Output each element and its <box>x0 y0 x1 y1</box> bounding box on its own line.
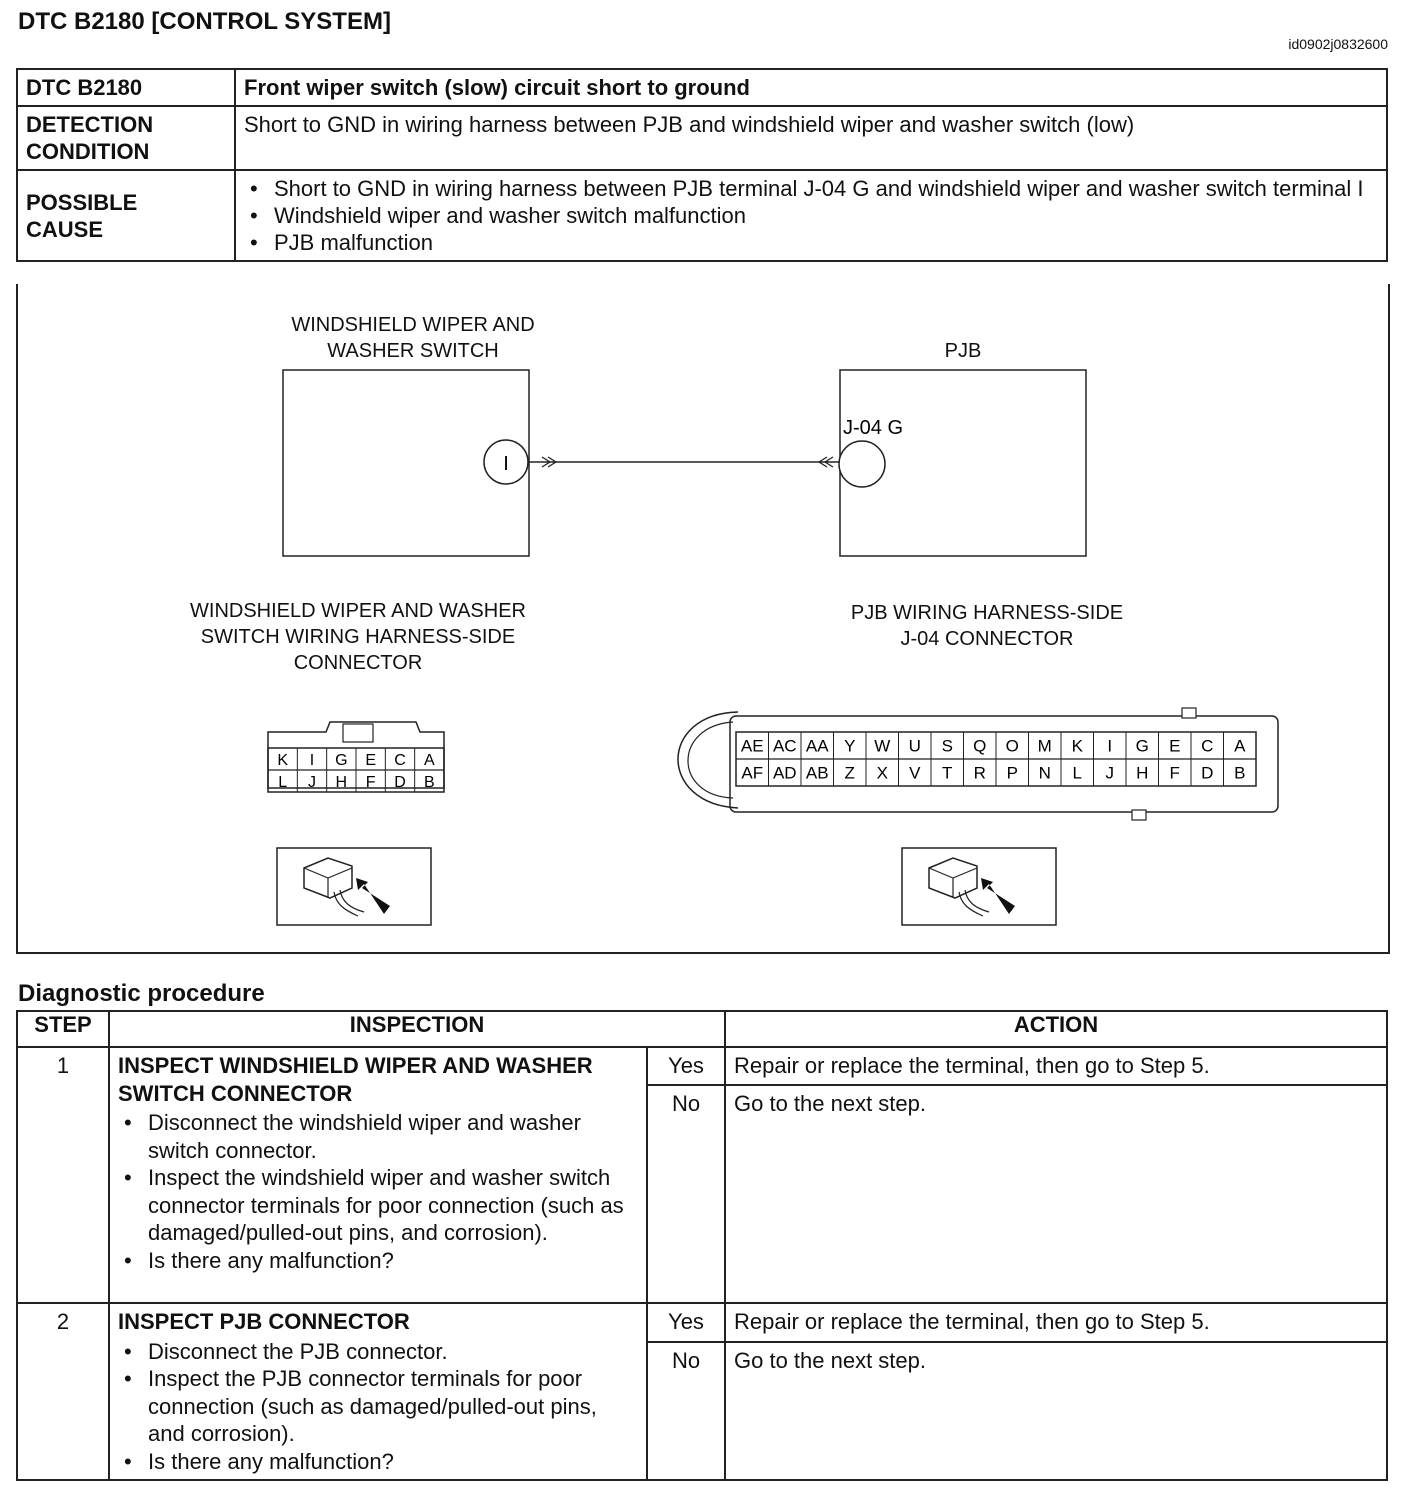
pjb-pin-label: AD <box>772 763 797 783</box>
switch-pin-label: F <box>365 773 376 791</box>
pjb-label: PJB <box>944 340 982 362</box>
pjb-pin-label: J <box>1105 763 1114 783</box>
switch-label-line: WASHER SWITCH <box>327 340 499 362</box>
pjb-pin-label: O <box>1005 736 1019 756</box>
yes-action: Repair or replace the terminal, then go to Step 5. <box>725 1047 1387 1085</box>
cause-item: • Windshield wiper and washer switch malfunction <box>274 202 1378 229</box>
pjb-pin-label: M <box>1037 736 1052 756</box>
step-bullet: • Inspect the windshield wiper and washer switch connector terminals for poor connection (such as damaged/pulled-out pins, and corrosion). <box>148 1164 638 1247</box>
dtc-label: DTC B2180 <box>17 69 235 106</box>
switch-label <box>218 312 608 364</box>
switch-pin-label: J <box>308 773 316 791</box>
dtc-info-table <box>16 68 1388 262</box>
cause-list-cell <box>235 170 1387 261</box>
step-number: 2 <box>17 1303 109 1480</box>
pjb-pin-label: E <box>1169 736 1181 756</box>
no-label: No <box>647 1085 725 1303</box>
pjb-pin-label: K <box>1071 736 1083 756</box>
switch-pin-label: H <box>335 773 348 791</box>
pjb-pin-label: AB <box>805 763 829 783</box>
pjb-pin-label: F <box>1169 763 1180 783</box>
switch-pin-label: B <box>423 773 435 791</box>
pjb-connector-label-line: PJB WIRING HARNESS-SIDE <box>850 602 1124 624</box>
switch-connector-face <box>268 722 444 792</box>
pjb-pin-label: L <box>1072 763 1082 783</box>
pjb-pin-label: H <box>1136 763 1149 783</box>
switch-pin-label: L <box>278 773 288 791</box>
cause-row <box>17 170 1387 261</box>
pjb-pin-label: X <box>876 763 888 783</box>
switch-label-line: WINDSHIELD WIPER AND <box>291 314 535 336</box>
detection-label-line: DETECTION <box>26 112 154 137</box>
switch-pin-label: A <box>423 751 435 769</box>
pjb-terminal-circle <box>839 441 885 487</box>
step-title: INSPECT WINDSHIELD WIPER AND WASHER SWITCH CONNECTOR <box>118 1053 593 1106</box>
pjb-pin-label: AF <box>741 763 764 783</box>
cause-list <box>244 175 1378 256</box>
no-action: Go to the next step. <box>725 1342 1387 1480</box>
procedure-header-row <box>17 1011 1387 1047</box>
no-action: Go to the next step. <box>725 1085 1387 1303</box>
cause-label-line: POSSIBLE <box>26 189 138 215</box>
dtc-value: Front wiper switch (slow) circuit short to ground <box>235 69 1387 106</box>
step-inspection <box>109 1303 647 1480</box>
pjb-pin-label: R <box>973 763 986 783</box>
cause-label-line: CAUSE <box>26 216 104 242</box>
yes-action: Repair or replace the terminal, then go to Step 5. <box>725 1303 1387 1342</box>
switch-pin-label: G <box>335 751 348 769</box>
switch-pin-label: C <box>394 751 406 769</box>
pjb-pin-label: I <box>1107 736 1113 756</box>
switch-connector-label-line: WINDSHIELD WIPER AND WASHER <box>190 600 526 622</box>
col-step: STEP <box>17 1011 109 1047</box>
procedure-step-row <box>17 1303 1387 1342</box>
switch-connector-label-line: CONNECTOR <box>293 652 423 674</box>
pjb-pin-label: D <box>1201 763 1214 783</box>
pjb-terminal-label: J-04 G <box>843 417 904 439</box>
pjb-connector-label-line: J-04 CONNECTOR <box>900 628 1074 650</box>
switch-connector-label <box>158 598 558 676</box>
document-id: id0902j0832600 <box>1288 36 1388 52</box>
pjb-pin-label: U <box>908 736 921 756</box>
pjb-pin-label: G <box>1135 736 1149 756</box>
pjb-pin-label: C <box>1201 736 1214 756</box>
pjb-pin-label: S <box>941 736 953 756</box>
detection-label-line: CONDITION <box>26 139 150 164</box>
pjb-pin-label: AC <box>772 736 797 756</box>
step-title: INSPECT PJB CONNECTOR <box>118 1309 410 1334</box>
pjb-pin-label: AA <box>805 736 829 756</box>
pjb-pin-label: P <box>1006 763 1018 783</box>
page-title: DTC B2180 [CONTROL SYSTEM] <box>18 8 391 35</box>
wiring-diagram <box>16 284 1390 954</box>
switch-pin-label: I <box>309 751 315 769</box>
cause-item: • Short to GND in wiring harness between PJB terminal J-04 G and windshield wiper and washer switch terminal I <box>274 175 1378 202</box>
pjb-pin-label: Y <box>844 736 856 756</box>
pjb-pin-label: W <box>874 736 891 756</box>
step-number: 1 <box>17 1047 109 1303</box>
dtc-row <box>17 69 1387 106</box>
pjb-connector-label <box>788 600 1186 652</box>
yes-label: Yes <box>647 1303 725 1342</box>
step-bullet: • Is there any malfunction? <box>148 1247 638 1275</box>
step-inspection <box>109 1047 647 1303</box>
step-bullet: • Is there any malfunction? <box>148 1448 638 1476</box>
probe-icon <box>277 848 431 925</box>
detection-label <box>17 106 235 170</box>
detection-value: Short to GND in wiring harness between PJB and windshield wiper and washer switch (low) <box>235 106 1387 170</box>
pjb-pin-label: B <box>1234 763 1246 783</box>
pjb-pin-label: A <box>1234 736 1246 756</box>
pjb-pin-label: AE <box>740 736 764 756</box>
cause-label <box>17 170 235 261</box>
detection-row <box>17 106 1387 170</box>
pjb-pin-label: N <box>1038 763 1051 783</box>
step-bullet: • Inspect the PJB connector terminals for poor connection (such as damaged/pulled-out pins, and corrosion). <box>148 1365 638 1448</box>
switch-pin-label: D <box>394 773 406 791</box>
probe-icon <box>902 848 1056 925</box>
procedure-table <box>16 1010 1388 1481</box>
switch-pin-label: E <box>365 751 377 769</box>
procedure-step-row <box>17 1047 1387 1085</box>
step-bullets <box>118 1338 638 1476</box>
pjb-pin-label: Z <box>844 763 855 783</box>
pjb-connector-face <box>678 708 1278 820</box>
col-action: ACTION <box>725 1011 1387 1047</box>
switch-connector-label-line: SWITCH WIRING HARNESS-SIDE <box>200 626 516 648</box>
no-label: No <box>647 1342 725 1480</box>
procedure-heading: Diagnostic procedure <box>18 980 265 1007</box>
col-inspection: INSPECTION <box>109 1011 725 1047</box>
pjb-pin-label: Q <box>973 736 987 756</box>
step-bullet: • Disconnect the PJB connector. <box>148 1338 638 1366</box>
cause-item: • PJB malfunction <box>274 229 1378 256</box>
yes-label: Yes <box>647 1047 725 1085</box>
switch-pin-label: K <box>277 751 289 769</box>
pjb-pin-label: V <box>909 763 921 783</box>
step-bullets <box>118 1109 638 1274</box>
step-bullet: • Disconnect the windshield wiper and washer switch connector. <box>148 1109 638 1164</box>
pjb-pin-label: T <box>942 763 953 783</box>
switch-terminal-label: I <box>503 453 509 475</box>
